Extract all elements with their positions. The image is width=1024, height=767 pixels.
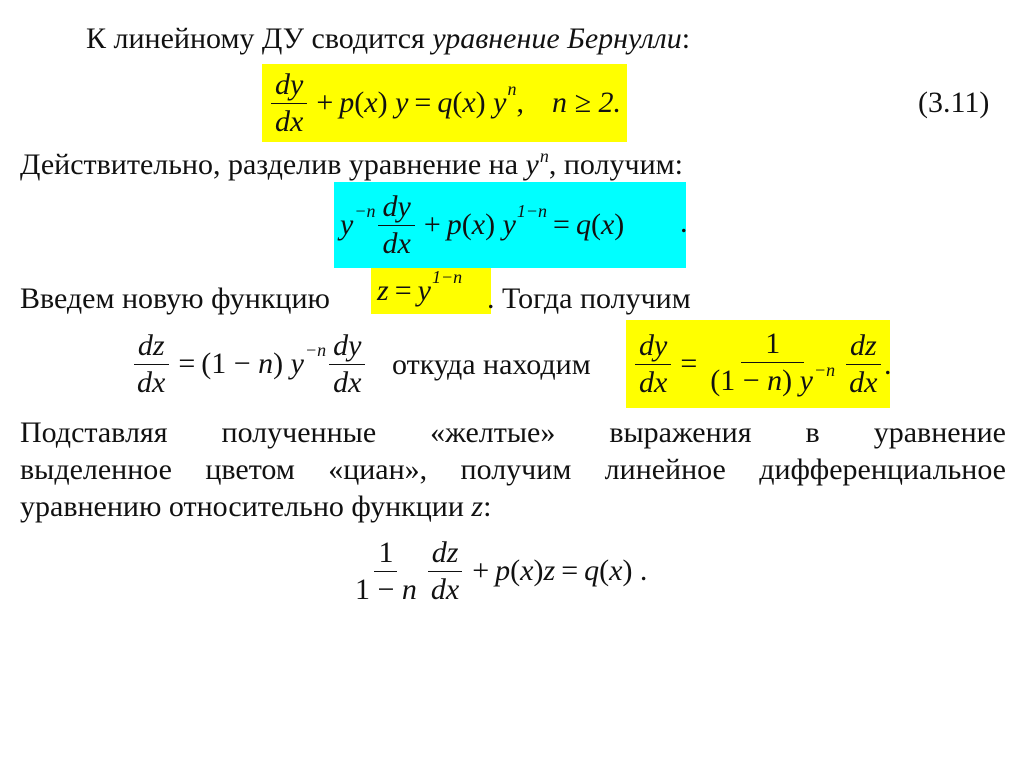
equation-number: (3.11) — [918, 86, 990, 119]
dy-dx-fraction: $\frac{dy}{dx}$ — [271, 69, 307, 138]
paragraph-line-3 — [20, 490, 491, 524]
reciprocal-fraction: $\frac{1}{(1 - n) y^{-n}}$ — [710, 327, 836, 397]
intro-prefix: К линейному ДУ сводится — [86, 22, 433, 55]
intro-line — [86, 22, 690, 56]
dz-dx-fraction-3: $\frac{dz}{dx}$ — [427, 537, 463, 606]
bernoulli-equation: $\frac{dy}{dx}$ + p ( x ) y = q ( x ) y $^n$ , n ≥ 2. — [262, 64, 627, 142]
substitution-box: z = y $^{1-n}$ — [371, 268, 491, 314]
divide-prefix: Действительно, разделив уравнение на — [20, 148, 526, 181]
dy-dx-solution: $\frac{dy}{dx}$ = $\frac{1}{(1 - n) y^{-n}}$ $\frac{dz}{dx}$ — [626, 320, 890, 408]
paragraph-line-1: Подставляя полученные «желтые» выражения в уравнение — [20, 416, 1006, 449]
dz-dx-fraction: $\frac{dz}{dx}$ — [133, 330, 169, 399]
dz-dx-fraction-2: $\frac{dz}{dx}$ — [845, 330, 881, 399]
paragraph-var-z: z — [471, 490, 484, 523]
whence-label: откуда находим — [392, 348, 591, 381]
divide-line — [20, 148, 683, 185]
paragraph-line-3-text: уравнению относительно функции — [20, 490, 472, 523]
one-over-fraction: $\frac{1}{1 - n}$ — [355, 535, 417, 606]
new-function-prefix: Введем новую функцию — [20, 282, 330, 315]
dz-dx-equation: $\frac{dz}{dx}$ = (1 − n ) y $^{-n}$ $\frac{dy}{dx}$ — [130, 324, 368, 404]
linear-equation: $\frac{1}{1 - n}$ $\frac{dz}{dx}$ + p ( x ) z = q ( x ) . — [348, 530, 647, 612]
solution-period: . — [884, 348, 892, 381]
cyan-equation: y $^{-n}$ $\frac{dy}{dx}$ + p ( x ) y $^{1-n}$ = q ( x ) — [334, 182, 686, 268]
new-function-line — [20, 282, 330, 316]
cyan-period: . — [680, 206, 688, 239]
bernoulli-term: уравнение Бернулли — [432, 22, 682, 55]
condition: n ≥ 2. — [551, 86, 621, 119]
paragraph-line-2: выделенное цветом «циан», получим линейное дифференциальное — [20, 453, 1006, 486]
dy-dx-fraction-2: $\frac{dy}{dx}$ — [378, 191, 414, 260]
divide-suffix: , получим: — [548, 148, 683, 181]
divide-exp: n — [539, 146, 549, 166]
divide-y: y — [525, 148, 539, 181]
dy-dx-fraction-4: $\frac{dy}{dx}$ — [635, 330, 671, 399]
dy-dx-fraction-3: $\frac{dy}{dx}$ — [329, 330, 365, 399]
new-function-suffix: . Тогда получим — [487, 282, 691, 315]
paragraph-line-3-end: : — [483, 490, 492, 523]
intro-suffix: : — [681, 22, 691, 55]
